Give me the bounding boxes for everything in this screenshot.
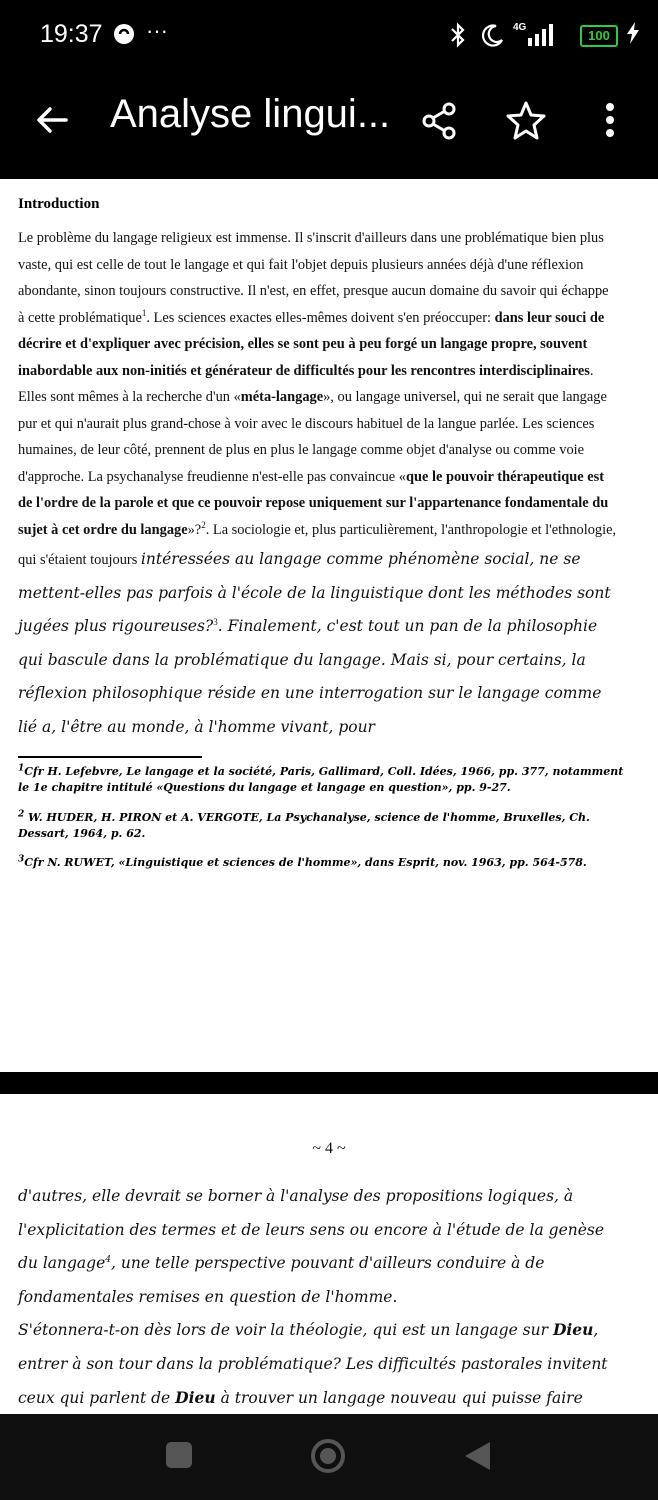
signal-icon: [522, 24, 556, 52]
footnote-1: [18, 764, 630, 796]
text-run: . Elles sont mêmes à la recherche d'un «: [18, 362, 594, 405]
text-run: . Les sciences exactes elles-mêmes doivent s'en préoccuper:: [146, 309, 495, 326]
battery-icon: 100: [580, 25, 618, 47]
page-number: ~ 4 ~: [312, 1140, 346, 1157]
text-run: »?: [187, 521, 202, 538]
status-ellipsis: ···: [146, 18, 168, 43]
footnote-text: Cfr H. Lefebvre, Le langage et la société, Paris, Gallimard, Coll. Idées, 1966, pp. 377, notamment le 1e chapitre intitulé «Questions du langage et langage en question», pp. 9-27.: [18, 765, 624, 794]
status-time: 19:37: [40, 20, 103, 48]
app-notification-icon: [112, 22, 136, 52]
document-page-2: [0, 1094, 658, 1414]
charging-icon: [626, 22, 640, 50]
script-run: intéressées au langage comme phénomène social, ne se mettent-elles pas parfois à l'école de la linguistique dont les méthodes sont jugées plus rigoureuses?: [18, 550, 611, 635]
script-run: d'autres, elle devrait se borner à l'analyse des propositions logiques, à l'explicitation des termes et de leurs sens ou encore à l'étude de la genèse du langage: [18, 1187, 605, 1272]
footnote-text: Cfr N. RUWET, «Linguistique et sciences de l'homme», dans Esprit, nov. 1963, pp. 564-578.: [24, 856, 587, 869]
footnote-number: 3: [18, 854, 25, 865]
footnote-ref: 1: [141, 307, 147, 318]
body-paragraph: [18, 1180, 618, 1314]
document-page-1: [0, 179, 658, 1072]
bold-run: méta-langage: [240, 389, 324, 405]
script-run: S'étonnera-t-on dès lors de voir la théologie, qui est un langage sur: [18, 1321, 553, 1339]
text-run: Le problème du langage religieux est immense. Il s'inscrit d'ailleurs dans une problématique bien plus vaste, qui est celle de tout le langage et qui fait l'objet depuis plusieurs années déjà d'une réflexion abondante, sinon toujours constructive. Il n'est, en effet, presque aucun domaine du savoir qui échappe à cette problématique: [18, 230, 609, 326]
star-icon[interactable]: [506, 100, 546, 140]
footnote-divider: [18, 756, 202, 758]
home-icon[interactable]: [310, 1438, 346, 1479]
bluetooth-icon: [446, 22, 470, 54]
footnote-3: [18, 855, 630, 871]
app-bar: [0, 72, 658, 178]
bold-run: que le pouvoir thérapeutique est de l'ordre de la parole et que ce pouvoir repose uniquement sur l'appartenance fondamentale du sujet à cet ordre du langage: [18, 468, 609, 538]
script-run: , une telle perspective pouvant d'ailleurs conduire à de fondamentales remises en question de l'homme.: [18, 1254, 545, 1306]
network-type: 4G: [513, 22, 527, 33]
share-icon[interactable]: [420, 100, 460, 140]
system-nav-bar: [0, 1414, 658, 1500]
bold-run: Dieu: [552, 1320, 594, 1339]
back-arrow-icon[interactable]: [32, 100, 72, 140]
back-nav-icon[interactable]: [462, 1440, 492, 1477]
body-paragraph: [18, 225, 618, 744]
bold-run: Dieu: [175, 1388, 216, 1407]
more-vert-icon[interactable]: [590, 100, 630, 140]
moon-icon: [480, 22, 504, 54]
footnote-2: [18, 810, 630, 842]
script-run: . Finalement, c'est tout un pan de la philosophie qui bascule dans la problématique du langage. Mais si, pour certains, la réflexion philosophique réside en une interrogation sur le langage comme lié a, l'être au monde, à l'homme vivant, pour: [18, 617, 602, 736]
script-run: , entrer à son tour dans la problématique? Les difficultés pastorales invitent ceux qui parlent de: [18, 1321, 608, 1407]
footnote-number: 1: [18, 763, 25, 774]
document-title: Analyse lingui...: [110, 92, 391, 136]
script-run: à trouver un langage nouveau qui puisse faire: [220, 1389, 583, 1407]
footnote-ref: 4: [105, 1254, 112, 1265]
text-run: . La sociologie et, plus particulièrement, l'anthropologie et l'ethnologie, qui s'étaient toujours: [18, 521, 617, 568]
footnote-ref: 3: [213, 617, 218, 628]
footnote-text: W. HUDER, H. PIRON et A. VERGOTE, La Psychanalyse, science de l'homme, Bruxelles, Ch. Dessart, 1964, p. 62.: [18, 811, 590, 840]
status-bar: [0, 0, 658, 72]
section-heading: Introduction: [18, 196, 100, 212]
bold-run: dans leur souci de décrire et d'expliquer avec précision, elles se sont peu à peu forgé un langage propre, souvent inabordable aux non-initiés et générateur de difficultés pour les rencontres interdisciplinaires: [18, 309, 605, 379]
footnote-number: 2: [18, 809, 25, 820]
recent-apps-icon[interactable]: [164, 1440, 194, 1475]
text-run: », ou langage universel, qui ne serait que langage pur et qui n'aurait plus grand-chose à voir avec le discours habituel de la langue parlée. Les sciences humaines, de leur côté, prennent de plus en plus le langage comme objet d'analyse ou comme voie d'approche. La psychanalyse freudienne n'est-elle pas convaincue «: [18, 389, 607, 485]
footnote-ref: 2: [201, 519, 206, 530]
